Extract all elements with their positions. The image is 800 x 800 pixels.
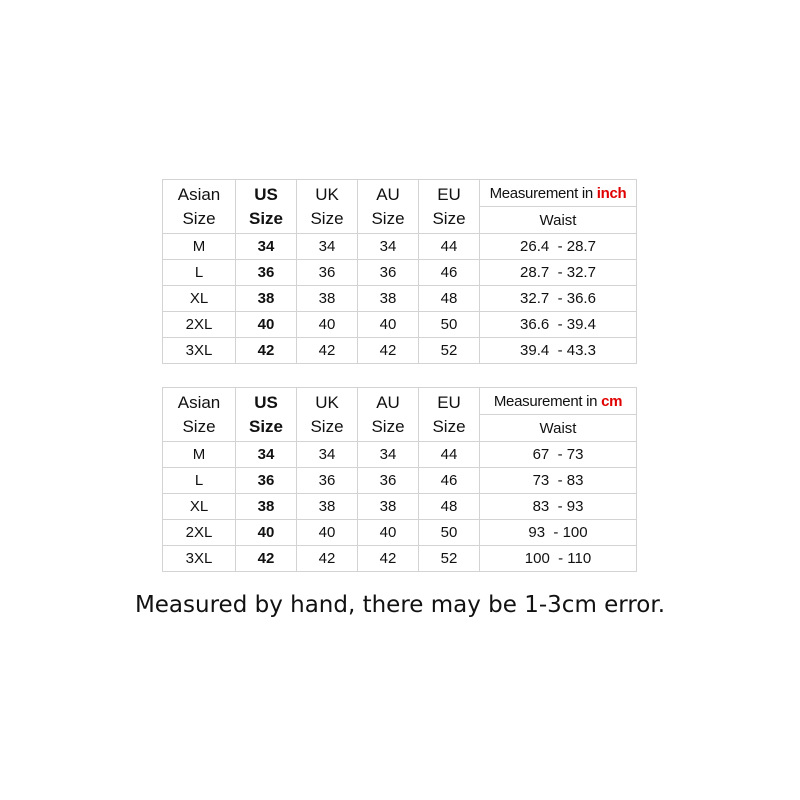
asian-size-cell: 3XL bbox=[163, 546, 236, 572]
header-us-size: US Size bbox=[236, 388, 297, 442]
table-row bbox=[163, 312, 637, 338]
table-row bbox=[163, 234, 637, 260]
asian-size-cell: L bbox=[163, 468, 236, 494]
au-size-cell: 42 bbox=[358, 546, 419, 572]
au-size-cell: 36 bbox=[358, 468, 419, 494]
us-size-cell: 34 bbox=[236, 442, 297, 468]
header-asian-size: Asian Size bbox=[163, 180, 236, 234]
header-waist: Waist bbox=[480, 415, 637, 442]
measurement-unit: cm bbox=[601, 392, 623, 410]
uk-size-cell: 36 bbox=[297, 260, 358, 286]
us-size-cell: 40 bbox=[236, 312, 297, 338]
table-row bbox=[163, 546, 637, 572]
waist-cell: 32.7 - 36.6 bbox=[480, 286, 637, 312]
asian-size-cell: XL bbox=[163, 286, 236, 312]
eu-size-cell: 52 bbox=[419, 546, 480, 572]
header-row bbox=[163, 388, 637, 415]
header-uk-size: UK Size bbox=[297, 180, 358, 234]
waist-cell: 67 - 73 bbox=[480, 442, 637, 468]
waist-cell: 93 - 100 bbox=[480, 520, 637, 546]
table-row bbox=[163, 442, 637, 468]
au-size-cell: 38 bbox=[358, 286, 419, 312]
size-table-inch bbox=[162, 179, 637, 364]
table-row bbox=[163, 286, 637, 312]
asian-size-cell: 2XL bbox=[163, 312, 236, 338]
asian-size-cell: M bbox=[163, 234, 236, 260]
eu-size-cell: 44 bbox=[419, 234, 480, 260]
uk-size-cell: 42 bbox=[297, 546, 358, 572]
asian-size-cell: 2XL bbox=[163, 520, 236, 546]
asian-size-cell: XL bbox=[163, 494, 236, 520]
asian-size-cell: 3XL bbox=[163, 338, 236, 364]
us-size-cell: 42 bbox=[236, 546, 297, 572]
us-size-cell: 36 bbox=[236, 260, 297, 286]
table-row bbox=[163, 520, 637, 546]
us-size-cell: 38 bbox=[236, 494, 297, 520]
uk-size-cell: 34 bbox=[297, 442, 358, 468]
header-eu-size: EU Size bbox=[419, 180, 480, 234]
header-measurement bbox=[480, 388, 637, 415]
header-us-size: US Size bbox=[236, 180, 297, 234]
waist-cell: 100 - 110 bbox=[480, 546, 637, 572]
table-row bbox=[163, 494, 637, 520]
au-size-cell: 38 bbox=[358, 494, 419, 520]
uk-size-cell: 34 bbox=[297, 234, 358, 260]
uk-size-cell: 40 bbox=[297, 520, 358, 546]
waist-cell: 28.7 - 32.7 bbox=[480, 260, 637, 286]
header-eu-size: EU Size bbox=[419, 388, 480, 442]
table-row bbox=[163, 468, 637, 494]
header-waist: Waist bbox=[480, 207, 637, 234]
asian-size-cell: M bbox=[163, 442, 236, 468]
uk-size-cell: 38 bbox=[297, 494, 358, 520]
waist-cell: 36.6 - 39.4 bbox=[480, 312, 637, 338]
uk-size-cell: 42 bbox=[297, 338, 358, 364]
uk-size-cell: 40 bbox=[297, 312, 358, 338]
au-size-cell: 36 bbox=[358, 260, 419, 286]
uk-size-cell: 36 bbox=[297, 468, 358, 494]
us-size-cell: 38 bbox=[236, 286, 297, 312]
table-row bbox=[163, 338, 637, 364]
header-asian-size: Asian Size bbox=[163, 388, 236, 442]
header-au-size: AU Size bbox=[358, 388, 419, 442]
au-size-cell: 40 bbox=[358, 520, 419, 546]
eu-size-cell: 46 bbox=[419, 260, 480, 286]
waist-cell: 39.4 - 43.3 bbox=[480, 338, 637, 364]
eu-size-cell: 52 bbox=[419, 338, 480, 364]
table-row bbox=[163, 260, 637, 286]
asian-size-cell: L bbox=[163, 260, 236, 286]
size-table-cm bbox=[162, 387, 637, 572]
us-size-cell: 34 bbox=[236, 234, 297, 260]
us-size-cell: 42 bbox=[236, 338, 297, 364]
au-size-cell: 42 bbox=[358, 338, 419, 364]
au-size-cell: 40 bbox=[358, 312, 419, 338]
waist-cell: 83 - 93 bbox=[480, 494, 637, 520]
header-au-size: AU Size bbox=[358, 180, 419, 234]
header-row bbox=[163, 180, 637, 207]
eu-size-cell: 44 bbox=[419, 442, 480, 468]
eu-size-cell: 46 bbox=[419, 468, 480, 494]
eu-size-cell: 50 bbox=[419, 520, 480, 546]
measurement-label: Measurement in bbox=[489, 184, 597, 202]
uk-size-cell: 38 bbox=[297, 286, 358, 312]
eu-size-cell: 48 bbox=[419, 286, 480, 312]
waist-cell: 73 - 83 bbox=[480, 468, 637, 494]
measurement-unit: inch bbox=[596, 184, 627, 202]
measurement-note: Measured by hand, there may be 1-3cm error. bbox=[134, 592, 666, 618]
eu-size-cell: 48 bbox=[419, 494, 480, 520]
header-measurement bbox=[480, 180, 637, 207]
au-size-cell: 34 bbox=[358, 234, 419, 260]
waist-cell: 26.4 - 28.7 bbox=[480, 234, 637, 260]
au-size-cell: 34 bbox=[358, 442, 419, 468]
us-size-cell: 40 bbox=[236, 520, 297, 546]
measurement-label: Measurement in bbox=[493, 392, 602, 410]
us-size-cell: 36 bbox=[236, 468, 297, 494]
header-uk-size: UK Size bbox=[297, 388, 358, 442]
eu-size-cell: 50 bbox=[419, 312, 480, 338]
